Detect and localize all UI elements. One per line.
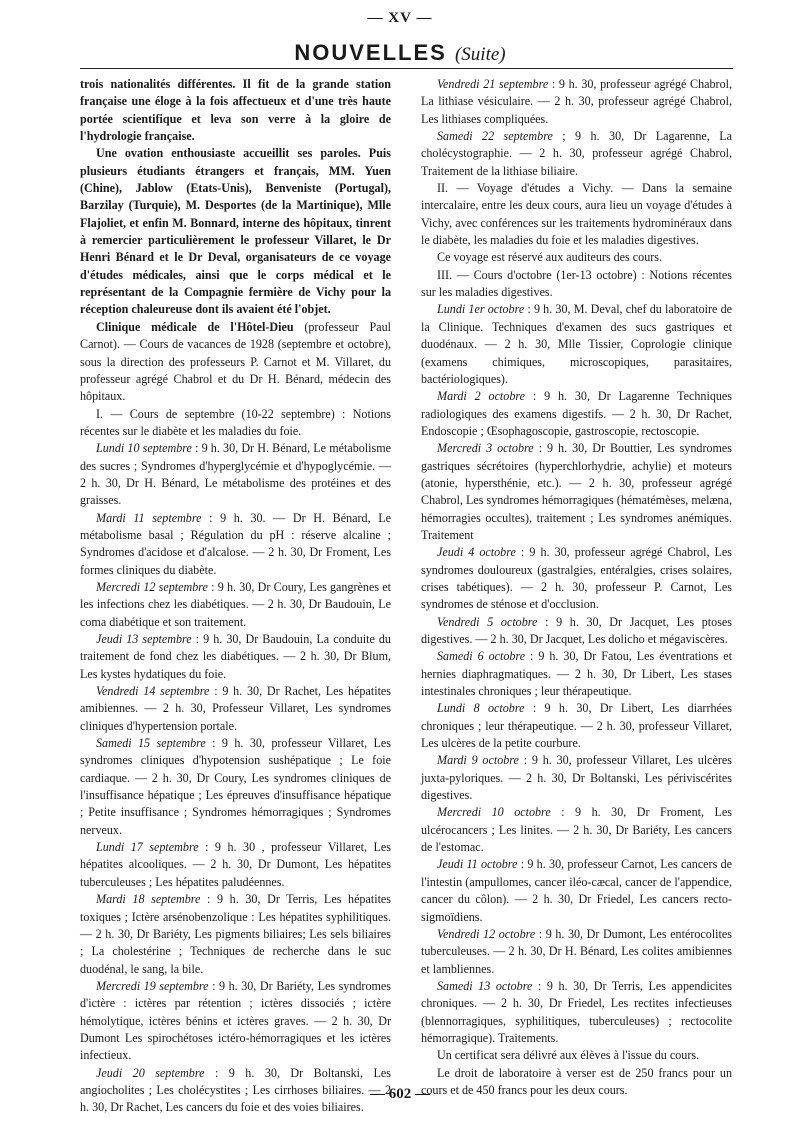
entry-sep-10 bbox=[80, 440, 391, 509]
entry-date: Jeudi 20 septembre bbox=[96, 1065, 205, 1080]
entry-date: Mercredi 10 octobre bbox=[437, 805, 551, 820]
entry-oct-4 bbox=[421, 544, 732, 613]
paragraph-clinique bbox=[80, 319, 391, 406]
entry-text: : 9 h. 30, M. Deval, chef du laboratoire de la Clinique. Techniques d'examen des sucs gastriques et duodénaux. — 2 h. 30, Mlle Tissier, Coprologie clinique (examens chimiques, microscopiques, parasitaires, bactériologiques). bbox=[421, 302, 733, 386]
entry-text: : 9 h. 30, professeur agrégé Chabrol, Les syndromes douloureux (gastralgies, entéralgies, crises solaires, crises tabétiques). — 2 h. 30, professeur P. Carnot, Les syndromes de sténose et d'occlusion. bbox=[421, 545, 732, 612]
page-number: — 602 — bbox=[370, 1086, 430, 1102]
entry-text: : 9 h. 30, Dr Baudouin, La conduite du traitement de fond chez les diabétiques. — 2 h. 30, Dr Blum, Les kystes hydatiques du foie. bbox=[80, 632, 391, 681]
entry-text: : 9 h. 30, Dr Boltanski, Les angiocholites ; Les cholécystites ; Les cirrhoses biliaires. — 2 h. 30, Dr Rachet, Les cancers du foie et des voies biliaires. bbox=[80, 1065, 391, 1115]
entry-date: Samedi 22 septembre bbox=[437, 129, 553, 144]
section-voyage: II. — Voyage d'études a Vichy. — Dans la semaine intercalaire, entre les deux cours, aura lieu un voyage d'études à Vichy, avec conférences sur les traitements hydrominéraux dans le diabète, les maladies du foie et les maladies digestives. bbox=[421, 181, 732, 248]
fee-note: Le droit de laboratoire à verser est de 250 francs pour un cours et de 450 francs pour les deux cours. bbox=[421, 1065, 732, 1097]
entry-date: Lundi 10 septembre bbox=[96, 441, 192, 456]
entry-sep-13 bbox=[80, 631, 391, 683]
entry-text: : 9 h. 30, Dr Bariéty, Les syndromes d'ictère : ictères par rétention ; ictères dissociés ; ictère hémolytique, ictères bénins et ictères graves. — 2 h. 30, Dr Dumont Les spirochétoses ictéro-hémorragiques et les ictères infectieux. bbox=[80, 978, 391, 1063]
entry-text: : 9 h. 30. — Dr H. Bénard, Le métabolisme basal ; Régulation du pH : réserve alcaline ; Syndromes d'acidose et d'alcalose. — 2 h. 30, Dr Froment, Les formes cliniques du diabète. bbox=[80, 510, 391, 577]
entry-date: Vendredi 5 octobre bbox=[437, 614, 538, 629]
entry-date: Jeudi 4 octobre bbox=[437, 545, 516, 560]
entry-sep-14 bbox=[80, 683, 391, 735]
entry-sep-11 bbox=[80, 510, 391, 579]
entry-text: : 9 h. 30, Dr Lagarenne Techniques radiologiques des examens digestifs. — 2 h. 30, Dr Rachet, Endoscopie ; Œsophagoscopie, gastroscopie, rectoscopie. bbox=[421, 389, 732, 438]
entry-date: Jeudi 11 octobre bbox=[437, 857, 518, 872]
section-october: III. — Cours d'octobre (1er-13 octobre) : Notions récentes sur les maladies digestives. bbox=[421, 267, 732, 300]
entry-oct-8 bbox=[421, 700, 732, 752]
section-heading bbox=[0, 41, 800, 67]
paragraph-toast: trois nationalités différentes. Il fit de la grande station française une éloge à la fois affectueux et d'une très haute portée scientifique et leva son verre à la gloire de l'hydrologie française. bbox=[80, 77, 391, 144]
entry-date: Mardi 2 octobre bbox=[437, 389, 526, 404]
entry-date: Lundi 8 octobre bbox=[437, 701, 525, 716]
entry-text: : 9 h. 30, Dr Bouttier, Les syndromes gastriques sécrétoires (hyperchlorhydrie, achylie) et moteurs (atonie, hypersthénie, etc.). — 2 h. 30, professeur agrégé Chabrol, Les syndromes hémorragiques (hématémèses, melæna, hémorragies occultes), traitement ; Les syndromes anémiques. Traitement bbox=[421, 441, 732, 542]
entry-date: Vendredi 14 septembre bbox=[96, 684, 210, 699]
entry-text: : 9 h. 30, Dr H. Bénard, Le métabolisme des sucres ; Syndromes d'hyperglycémie et d'hypoglycémie. — 2 h. 30, Dr H. Bénard, Le métabolisme des protéines et des graisses. bbox=[80, 441, 391, 508]
entry-text: : 9 h. 30, Dr Froment, Les ulcérocancers ; Les linites. — 2 h. 30, Dr Bariéty, Les cancers de l'estomac. bbox=[421, 805, 732, 855]
section-september: I. — Cours de septembre (10-22 septembre) : Notions récentes sur le diabète et les maladies du foie. bbox=[80, 406, 391, 438]
left-column bbox=[80, 76, 391, 1117]
entry-date: Mercredi 12 septembre bbox=[96, 579, 208, 594]
entry-oct-9 bbox=[421, 752, 732, 804]
certificate-note: Un certificat sera délivré aux élèves à l'issue du cours. bbox=[437, 1048, 700, 1063]
entry-oct-12 bbox=[421, 926, 732, 978]
page-folio: — XV — bbox=[367, 10, 433, 26]
heading-suite: (Suite) bbox=[454, 44, 506, 65]
entry-date: Mardi 9 octobre bbox=[437, 753, 519, 768]
clinique-title: Clinique médicale de l'Hôtel-Dieu bbox=[96, 319, 294, 334]
entry-text: : 9 h. 30, Dr Libert, Les diarrhées chroniques ; leur thérapeutique. — 2 h. 30, professeur Villaret, Les ulcères de la petite courbure. bbox=[421, 701, 732, 751]
entry-oct-2 bbox=[421, 388, 732, 440]
heading-rule bbox=[80, 68, 733, 69]
entry-sep-18 bbox=[80, 891, 391, 978]
entry-text: : 9 h. 30, Dr Jacquet, Les ptoses digestives. — 2 h. 30, Dr Jacquet, Les dolicho et mégaviscères. bbox=[421, 614, 732, 646]
entry-date: Samedi 6 octobre bbox=[437, 649, 526, 664]
entry-text: : 9 h. 30, Dr Fatou, Les éventrations et hernies diaphragmatiques. — 2 h. 30, Dr Libert, Les stases intestinales chroniques ; leur thérapeutique. bbox=[421, 649, 732, 699]
entry-date: Vendredi 21 septembre bbox=[437, 77, 549, 91]
entry-sep-21 bbox=[421, 76, 732, 128]
entry-sep-15 bbox=[80, 735, 391, 839]
entry-date: Mardi 11 septembre bbox=[96, 510, 202, 525]
entry-date: Jeudi 13 septembre bbox=[96, 632, 192, 646]
entry-oct-10 bbox=[421, 804, 732, 856]
entry-text: : 9 h. 30, Dr Coury, Les gangrènes et les infections chez les diabétiques. — 2 h. 30, Dr Baudouin, Le coma diabétique et son traitement. bbox=[80, 579, 391, 629]
entry-oct-6 bbox=[421, 648, 732, 700]
entry-date: Lundi 1er octobre bbox=[437, 302, 525, 317]
entry-text: : 9 h. 30 , professeur Villaret, Les hépatites alcooliques. — 2 h. 30, Dr Dumont, Les hépatites tuberculeuses ; Les hépatites paludéennes. bbox=[80, 840, 391, 889]
entry-sep-22 bbox=[421, 128, 732, 180]
entry-text: ; 9 h. 30, Dr Lagarenne, La cholécystographie. — 2 h. 30, professeur agrégé Chabrol, Traitement de la lithiase biliaire. bbox=[421, 129, 733, 178]
entry-text: : 9 h. 30, professeur agrégé Chabrol, La lithiase vésiculaire. — 2 h. 30, professeur agrégé Chabrol, Les lithiases compliquées. bbox=[421, 77, 733, 126]
entry-sep-17 bbox=[80, 839, 391, 891]
entry-text: : 9 h. 30, Dr Dumont, Les entérocolites tuberculeuses. — 2 h. 30, Dr H. Bénard, Les colites amibiennes et lambliennes. bbox=[421, 926, 732, 976]
entry-text: : 9 h. 30, professeur Villaret, Les syndromes cliniques d'hypotension sushépatique ; Le foie cardiaque. — 2 h. 30, Dr Coury, Les syndromes cliniques de l'insuffisance hépatique ; Les épreuves d'insuffisance hépatique ; Petite insuffisance ; Syndromes hémorragiques ; Syndromes nerveux. bbox=[80, 736, 392, 837]
entry-date: Mardi 18 septembre bbox=[96, 892, 201, 907]
paragraph-ovation: Une ovation enthousiaste accueillit ses paroles. Puis plusieurs étudiants étrangers et français, MM. Yuen (Chine), Jablow (Etats-Unis), Benveniste (Portugal), Barzilay (Turquie), M. Desportes (de la Martinique), Mlle Flajoliet, et enfin M. Bonnard, interne des hôpitaux, tinrent à remercier particulièrement le professeur Villaret, le Dr Henri Bénard et le Dr Deval, organisateurs de ce voyage d'études médicales, ainsi que le corps médical et le représentant de la Compagnie fermière de Vichy pour la réception chaleureuse dont ils avaient été l'objet. bbox=[80, 146, 391, 317]
entry-oct-11 bbox=[421, 856, 732, 925]
clinique-text: (professeur Paul Carnot). — Cours de vacances de 1928 (septembre et octobre), sous la direction des professeurs P. Carnot et M. Villaret, du professeur agrégé Chabrol et du Dr H. Bénard, médecin des hôpitaux. bbox=[80, 319, 391, 404]
entry-sep-19 bbox=[80, 978, 391, 1065]
entry-date: Lundi 17 septembre bbox=[96, 840, 199, 855]
entry-date: Vendredi 12 octobre bbox=[437, 926, 536, 941]
entry-date: Samedi 15 septembre bbox=[96, 736, 206, 751]
entry-date: Samedi 13 octobre bbox=[437, 978, 533, 993]
entry-text: : 9 h. 30, Dr Terris, Les hépatites toxiques ; Ictère arsénobenzolique : Les hépatites syphilitiques. — 2 h. 30, Dr Bariéty, Les pigments biliaires; Les sels biliaires ; La cholestérine ; Techniques de recherche dans le suc duodénal, le sang, la bile. bbox=[80, 892, 392, 976]
entry-text: : 9 h. 30, Dr Terris, Les appendicites chroniques. — 2 h. 30, Dr Friedel, Les rectites infectieuses (blennorragiques, syphilitiques, tuberculeuses) ; rectocolite hémorragique). Traitements. bbox=[421, 978, 732, 1045]
right-column bbox=[421, 76, 732, 1099]
entry-oct-13 bbox=[421, 978, 732, 1047]
entry-oct-1 bbox=[421, 301, 732, 388]
entry-text: : 9 h. 30, professeur Villaret, Les ulcères juxta-pyloriques. — 2 h. 30, Dr Boltanski, Les périviscérites digestives. bbox=[421, 753, 733, 803]
voyage-note: Ce voyage est réservé aux auditeurs des cours. bbox=[437, 250, 662, 265]
entry-oct-3 bbox=[421, 440, 732, 544]
heading-title: NOUVELLES bbox=[294, 40, 447, 65]
entry-text: : 9 h. 30, professeur Carnot, Les cancers de l'intestin (ampullomes, cancer iléo-cæcal, cancer de l'appendice, cancer du côlon). — 2 h. 30, Dr Friedel, Les cancers recto-sigmoïdiens. bbox=[421, 857, 732, 924]
entry-date: Mercredi 19 septembre bbox=[96, 978, 209, 993]
entry-oct-5 bbox=[421, 614, 732, 649]
entry-text: : 9 h. 30, Dr Rachet, Les hépatites amibiennes. — 2 h. 30, Professeur Villaret, Les syndromes cliniques d'hypertension portale. bbox=[80, 684, 392, 733]
entry-date: Mercredi 3 octobre bbox=[437, 441, 534, 456]
entry-sep-12 bbox=[80, 579, 391, 631]
